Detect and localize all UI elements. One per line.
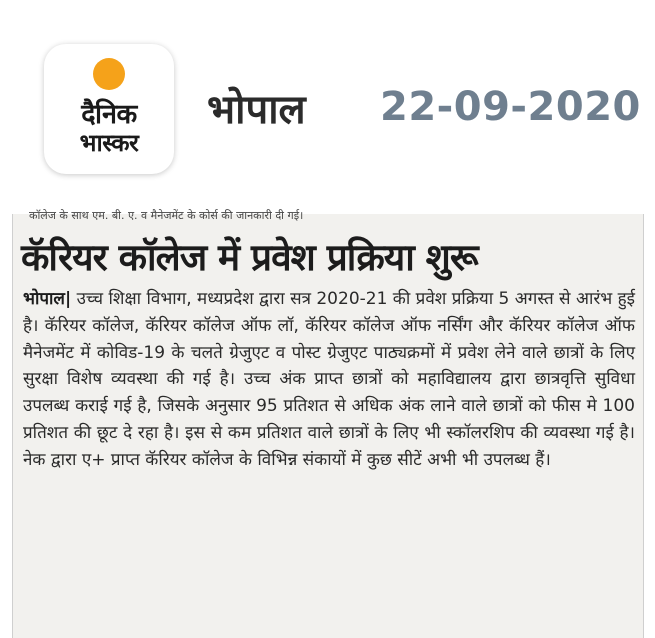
article-body <box>23 286 635 474</box>
article-dateline: भोपाल| <box>23 289 72 309</box>
share-header <box>0 0 655 205</box>
news-clipping <box>12 209 644 638</box>
dainik-bhaskar-logo <box>44 44 174 174</box>
sun-icon <box>93 58 125 90</box>
logo-text-top: दैनिक <box>81 99 137 130</box>
cutoff-previous-text: कॉलेज के साथ एम. बी. ए. व मैनेजमेंट के कोर्स की जानकारी दी गई। <box>29 209 304 222</box>
article-body-text: उच्च शिक्षा विभाग, मध्यप्रदेश द्वारा सत्र 2020-21 की प्रवेश प्रक्रिया 5 अगस्त से आरंभ हुई है। कॅरियर कॉलेज, कॅरियर कॉलेज ऑफ लॉ, कॅरियर कॉलेज ऑफ नर्सिंग और कॅरियर कॉलेज ऑफ मैनेजमेंट में कोविड-19 के चलते ग्रेजुएट व पोस्ट ग्रेजुएट पाठ्यक्रमों में प्रवेश लेने वाले छात्रों के लिए सुरक्षा विशेष व्यवस्था की गई है। उच्च अंक प्राप्त छात्रों को महाविद्यालय द्वारा छात्रवृत्ति सुविधा उपलब्ध कराई गई है, जिसके अनुसार 95 प्रतिशत से अधिक अंक लाने वाले छात्रों को फीस मे 100 प्रतिशत की छूट दे रहा है। इस से कम प्रतिशत वाले छात्रों के लिए भी स्कॉलरशिप की व्यवस्था गई है। नेक द्वारा ए+ प्राप्त कॅरियर कॉलेज के विभिन्न संकायों में कुछ सीटें अभी भी उपलब्ध हैं। <box>23 289 636 470</box>
edition-date: 22-09-2020 <box>380 84 641 130</box>
edition-city: भोपाल <box>207 87 306 133</box>
article-headline: कॅरियर कॉलेज में प्रवेश प्रक्रिया शुरू <box>21 236 478 279</box>
logo-text-bottom: भास्कर <box>79 129 139 157</box>
